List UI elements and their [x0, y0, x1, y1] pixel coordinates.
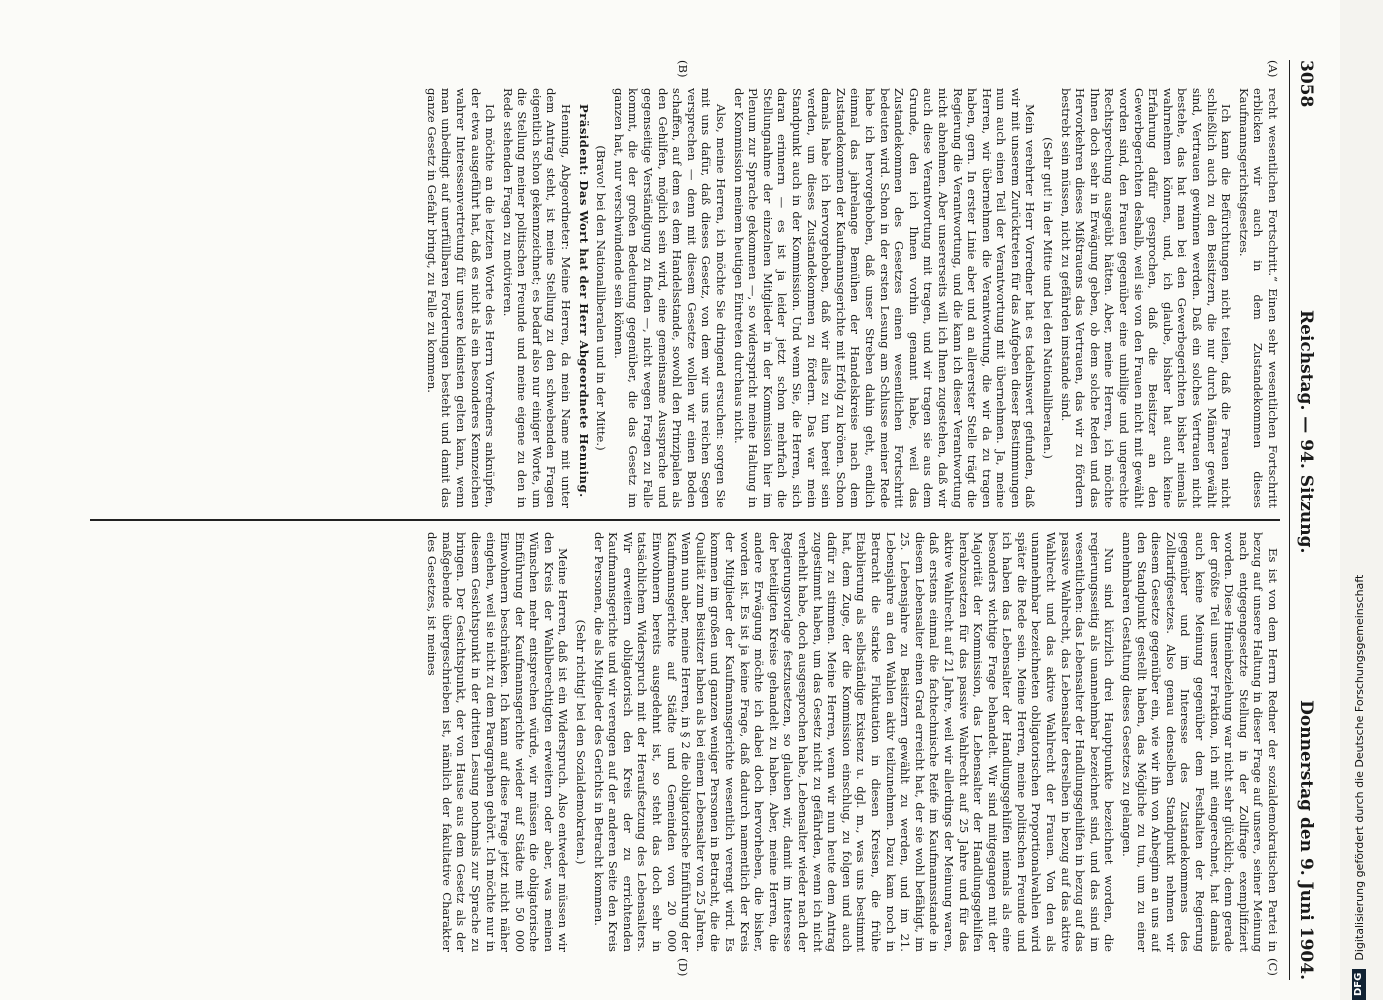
paragraph: Ich möchte an die letzten Worte des Herrn Vorredners anknüpfen, der etwa ausgeführt hat, daß es nicht als ein besonderes Kennzeichen wahrer Interessenvertretung für unsere kleinsten gelten kann, wenn man unbedingt auf unerfüllbaren Forderungen besteht und damit das ganze Gesetz in Gefahr bringt, zu Falle zu kommen.	[424, 88, 498, 508]
paragraph: Henning, Abgeordneter: Meine Herren, da mein Name mit unter dem Antrag steht, ist meine Stellung zu den schwebenden Fragen eigentlich schon gekennzeichnet; es bedarf also nur einiger Worte, um die Stellung meiner politischen Freunde und meine eigene zu den in Rede stehenden Fragen zu motivieren.	[500, 88, 574, 508]
page-header	[1289, 60, 1320, 980]
speaker-line: Präsident: Das Wort hat der Herr Abgeordnete Henning.	[576, 104, 591, 498]
paragraph: Also, meine Herren, ich möchte Sie dringend ersuchen: sorgen Sie mit uns dafür, daß dieses Gesetz, von dem wir uns reichen Segen versprechen — denn mit diesem Gesetze wollen wir einen Boden schaffen, auf dem es dem Handelsstande, sowohl den Prinzipalen als den Gehilfen, möglich sein wird, eine gemeinsame Aussprache und gegenseitige Verständigung zu finden —, nicht wegen Fragen zu Falle kommt, die der großen Bedeutung gegenüber, die das Gesetz im ganzen hat, nur verschwindende sein können.	[611, 88, 729, 508]
paragraph: Ich kann die Befürchtungen nicht teilen, daß die Frauen nicht schließlich auch zu den Beisitzern, die nur durch Männer gewählt sind, Vertrauen gewinnen werden. Daß ein solches Vertrauen nicht bestehe, das hat man bei den Gewerbegerichten bisher niemals wahrnehmen können, und, ich glaube, bisher hat auch keine Erfahrung dafür gesprochen, daß die Beisitzer an den Gewerbegerichten deshalb, weil sie von den Frauen nicht mit gewählt worden sind, den Frauen gegenüber eine unbillige und ungerechte Rechtsprechung ausgeübt hätten. Aber, meine Herren, ich möchte Ihnen doch sehr in Erwägung geben, ob dem solche Reden und das Hervorkehren dieses Mißtrauens das Vertrauen, das wir zu fördern bestrebt sein müssen, nicht zu gefährden imstande sind.	[1058, 88, 1234, 508]
paragraph: Es ist von dem Herrn Redner der sozialdemokratischen Partei in bezug auf unsere Haltung in dieser Frage auf unsere, seiner Meinung nach entgegengesetzte Stellung in der Zollfrage exemplifiziert worden. Diese Hineinbeziehung war nicht sehr glücklich; denn gerade der größte Teil unserer Fraktion, ich mit eingerechnet, hat damals auch keine Meinung gegenüber dem Festhalten der Regierung gegenüber und im Interesse des Zustandekommens des Zolltarifgesetzes. Also genau denselben Standpunkt nehmen wir diesem Gesetze gegenüber ein, wie wir ihn von Anbeginn an uns auf den Standpunkt gestellt haben, das Mögliche zu tun, um zu einer annehmbaren Gestaltung dieses Gesetzes zu gelangen.	[1120, 532, 1280, 952]
paragraph: recht wesentlichen Fortschritt.“ Einen sehr wesentlichen Fortschritt erblicken wir auch in dem Zustandekommen dieses Kaufmannsgerichtsgesetzes.	[1236, 88, 1280, 508]
right-column	[90, 532, 1280, 952]
paragraph: Meine Herren, daß ist ein Widerspruch. Also entweder müssen wir den Kreis der Wahlberechtigten erweitern oder aber, was meinen Wünschen mehr entsprechen würde, wir müssen die obligatorische Einführung der Kaufmannsgerichte wieder auf Städte mit 50 000 Einwohnern beschränken. Ich kann auf diese Frage jetzt nicht näher eingehen, weil sie nicht zu dem Paragraphen gehört. Ich möchte nur in diesem Gesichtspunkt in der dritten Lesung nochmals zur Sprache zu bringen. Der Gesichtspunkt, der von Hause aus dem Gesetz als der maßgebende übergeschrieben ist, nämlich der fakultative Charakter des Gesetzes, ist meines	[425, 532, 571, 952]
interjection: (Sehr gut! in der Mitte und bei den Nationalliberalen.)	[1041, 137, 1056, 459]
margin-marker-d: (D)	[676, 958, 690, 977]
page-number: 3058	[1296, 60, 1316, 108]
digitization-credit	[1352, 0, 1366, 1000]
left-column	[90, 88, 1280, 508]
paragraph: Nun sind kürzlich drei Hauptpunkte bezeichnet worden, die regierungsseitig als unannehmbar bezeichnet sind, und das sind im wesentlichen: das Lebensalter der Handlungsgehilfen in bezug auf das passive Wahlrecht, das Lebensalter derselben in bezug auf das aktive Wahlrecht und das aktive Wahlrecht der Frauen. Von den als unannehmbar bezeichneten obligatorischen Proportionalwahlen wird später die Rede sein. Meine Herren, meine politischen Freunde und ich haben das Lebensalter der Handlungsgehilfen niemals als eine besonders wichtige Frage behandelt. Wir sind mitgegangen mit der Majorität der Kommission, das Lebensalter der Handlungsgehilfen herabzusetzen für das passive Wahlrecht auf 25 Jahre und für das aktive Wahlrecht auf 21 Jahre, weil wir allerdings der Meinung waren, daß erstens einmal die fachtechnische Reife im Kaufmannsstande in diesem Lebensalter einen Grad erreicht hat, der sie wohl befähigt, im 25. Lebensjahre zu Beisitzern gewählt zu werden, und im 21. Lebensjahre an den Wahlen aktiv teilzunehmen. Dazu kam noch in Betracht die starke Fluktuation in diesen Kreisen, die frühe Etablierung als selbständige Existenz u. dgl. m., was uns bestimmt hat, dem Zuge, der die Kommission einschlug, zu folgen und auch dafür zu stimmen. Meine Herren, wenn wir nun heute dem Antrag zugestimmt haben, um das Gesetz nicht zu gefährden, wenn ich nicht verhehlt habe, doch ausgesprochen habe, Lebensalter wieder nach der Regierungsvorlage festzusetzen, so glauben wir, damit im Interesse der beteiligten Kreise gehandelt zu haben. Aber, meine Herren, die andere Erwägung möchte ich dabei doch hervorheben, die bisher, worden ist. Es ist ja keine Frage, daß dadurch namentlich der Kreis der Mitglieder der Kaufmannsgerichte wesentlich verengt wird. Es kommen im großen und ganzen weniger Personen in Betracht, die die Qualität zum Beisitzer haben als bei einem Lebensalter von 25 Jahren. Wenn nun aber, meine Herren, in § 2 die obligatorische Einführung der Kaufmannsgerichte auf Städte und Gemeinden von 20 000 Einwohnern bereits ausgedehnt ist, so steht das doch sehr in tatsächlichem Widerspruch mit der Heraufsetzung des Lebensalters. Wir erweitern obligatorisch den Kreis der zu errichtenden Kaufmannsgerichte und wir verengen auf der anderen Seite den Kreis der Personen, die als Mitglieder des Gerichts in Betracht kommen.	[591, 532, 1117, 952]
page-title: Reichstag. — 94. Sitzung.	[1296, 310, 1316, 554]
credit-text: Digitalisierung gefördert durch die Deutsche Forschungsgemeinschaft	[1352, 574, 1366, 961]
session-date: Donnerstag den 9. Juni 1904.	[1296, 700, 1316, 980]
interjection: (Sehr richtig! bei den Sozialdemokraten.)	[574, 619, 589, 865]
margin-marker-c: (C)	[1266, 958, 1280, 976]
column-divider	[90, 519, 1280, 521]
dfg-logo: DFG	[1352, 969, 1366, 1000]
interjection: (Bravo! bei den Nationalliberalen und in der Mitte.)	[594, 145, 609, 451]
margin-marker-a: (A)	[1266, 60, 1280, 78]
paragraph: Mein verehrter Herr Vorredner hat es tadelnswert gefunden, daß wir mit unserem Zurücktreten für das Aufgeben dieser Bestimmungen nun auch einen Teil der Verantwortung mit übernehmen. Ja, meine Herren, wir übernehmen die Verantwortung, die wir da zu tragen haben, gern. In erster Linie aber und an allererster Stelle trägt die Regierung die Verantwortung, und die kann ich dieser Verantwortung nicht abnehmen. Aber unsererseits will ich Ihnen zugestehen, daß wir auch diese Verantwortung mit tragen, und wir tragen sie aus dem Grunde, den ich Ihnen vorhin genannt habe, weil das Zustandekommen des Gesetzes einen wesentlichen Fortschritt bedeuten wird. Schon in der ersten Lesung am Schlusse meiner Rede habe ich hervorgehoben, daß unser Streben dahin geht, endlich einmal das jahrelange Bemühen der Handelskreise nach dem Zustandekommen der Kaufmannsgerichte mit Erfolg zu krönen. Schon damals habe ich hervorgehoben, daß wir alles zu tun bereit sein werden, um dieses Zustandekommen zu fördern. Das war mein Standpunkt auch in der Kommission. Und wenn Sie, die Herren, sich daran erinnern — es ist ja leider jetzt schon mehrfach die Stellungnahme der einzelnen Mitglieder in der Kommission hier im Plenum zur Sprache gekommen —, so widerspricht meine Haltung in der Kommission meinem heutigen Eintreten durchaus nicht.	[731, 88, 1038, 508]
margin-marker-b: (B)	[676, 60, 690, 78]
rotated-page-content	[80, 60, 1320, 980]
